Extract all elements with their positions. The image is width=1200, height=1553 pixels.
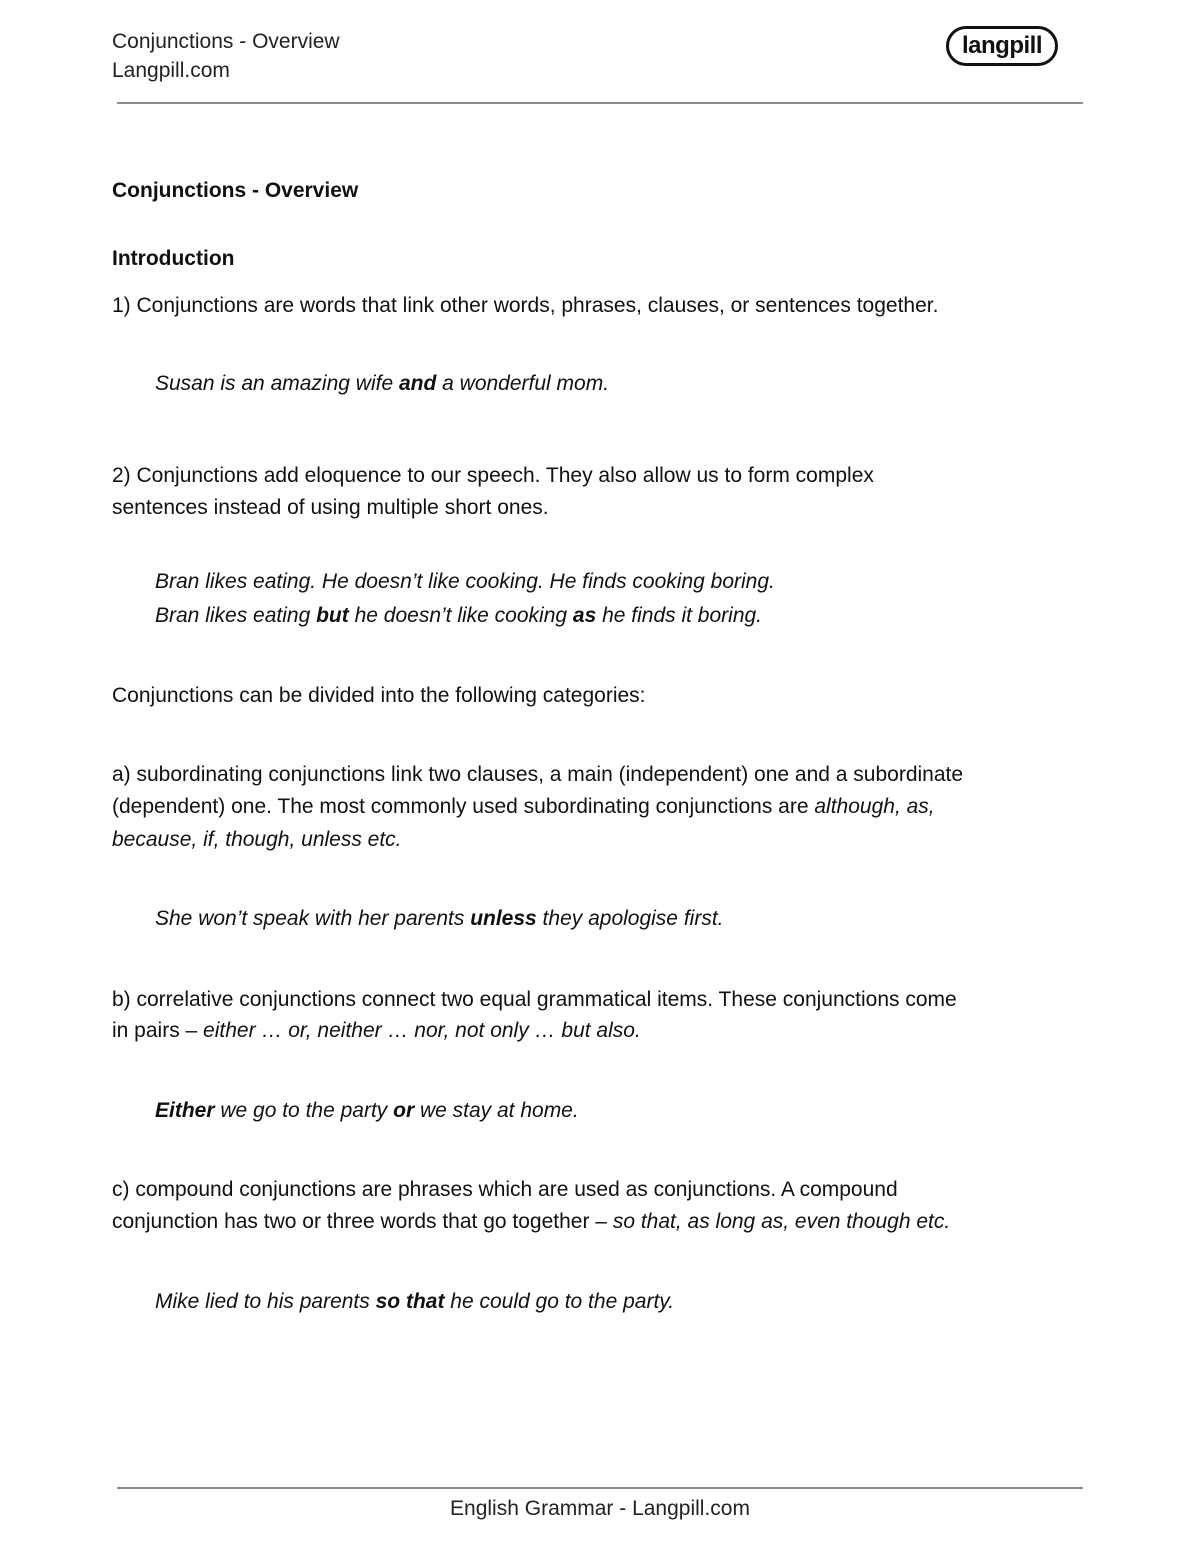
example-1 [155,368,609,400]
page-title: Conjunctions - Overview [112,179,359,202]
example-text: Mike lied to his parents [155,1290,376,1313]
body-text: conjunction has two or three words that go together – [112,1210,613,1233]
conjunction-highlight: or [393,1099,415,1122]
category-a-line-1: a) subordinating conjunctions link two clauses, a main (independent) one and a subordinate [112,763,964,786]
example-text: Susan is an amazing wife [155,372,399,395]
example-text: we stay at home. [414,1099,579,1122]
example-text: he doesn’t like cooking [348,604,573,627]
category-b-line-1: b) correlative conjunctions connect two equal grammatical items. These conjunctions come [112,988,957,1011]
categories-intro: Conjunctions can be divided into the following categories: [112,684,646,707]
conjunction-list: so that, as long as, even though etc. [612,1210,951,1233]
example-text: they apologise first. [536,907,724,930]
footer-divider [117,1487,1083,1489]
example-2-line-2 [155,600,762,632]
conjunction-list: either … or, neither … nor, not only … but also. [203,1019,641,1042]
category-a-line-2 [112,791,935,823]
example-b [155,1095,579,1127]
conjunction-highlight: as [572,604,597,627]
example-text: Bran likes eating [155,604,317,627]
footer-text: English Grammar - Langpill.com [450,1497,750,1520]
example-text: She won’t speak with her parents [155,907,471,930]
example-a [155,903,723,935]
conjunction-highlight: but [316,604,349,627]
example-text: a wonderful mom. [436,372,610,395]
category-c-line-1: c) compound conjunctions are phrases which are used as conjunctions. A compound [112,1178,898,1201]
example-2-line-1: Bran likes eating. He doesn’t like cooking. He finds cooking boring. [155,570,775,593]
paragraph-2-line-1: 2) Conjunctions add eloquence to our speech. They also allow us to form complex [112,464,874,487]
body-text: in pairs – [112,1019,204,1042]
header-divider [117,102,1083,104]
paragraph-2-line-2: sentences instead of using multiple short ones. [112,496,549,519]
paragraph-1: 1) Conjunctions are words that link other words, phrases, clauses, or sentences together. [112,294,939,317]
header-site-name: Langpill.com [112,59,230,82]
category-a-line-3: because, if, though, unless etc. [112,828,402,851]
conjunction-list: although, as, [814,795,935,818]
category-b-line-2 [112,1015,641,1047]
example-text: he finds it boring. [596,604,763,627]
langpill-logo: langpill [946,26,1058,66]
conjunction-highlight: and [398,372,437,395]
body-text: (dependent) one. The most commonly used subordinating conjunctions are [112,795,815,818]
category-c-line-2 [112,1206,950,1238]
example-text: he could go to the party. [444,1290,675,1313]
conjunction-highlight: so that [375,1290,445,1313]
section-heading-introduction: Introduction [112,247,235,270]
example-text: we go to the party [214,1099,394,1122]
conjunction-highlight: Either [155,1099,215,1122]
conjunction-highlight: unless [470,907,537,930]
header-doc-title: Conjunctions - Overview [112,30,340,53]
example-c [155,1286,674,1318]
